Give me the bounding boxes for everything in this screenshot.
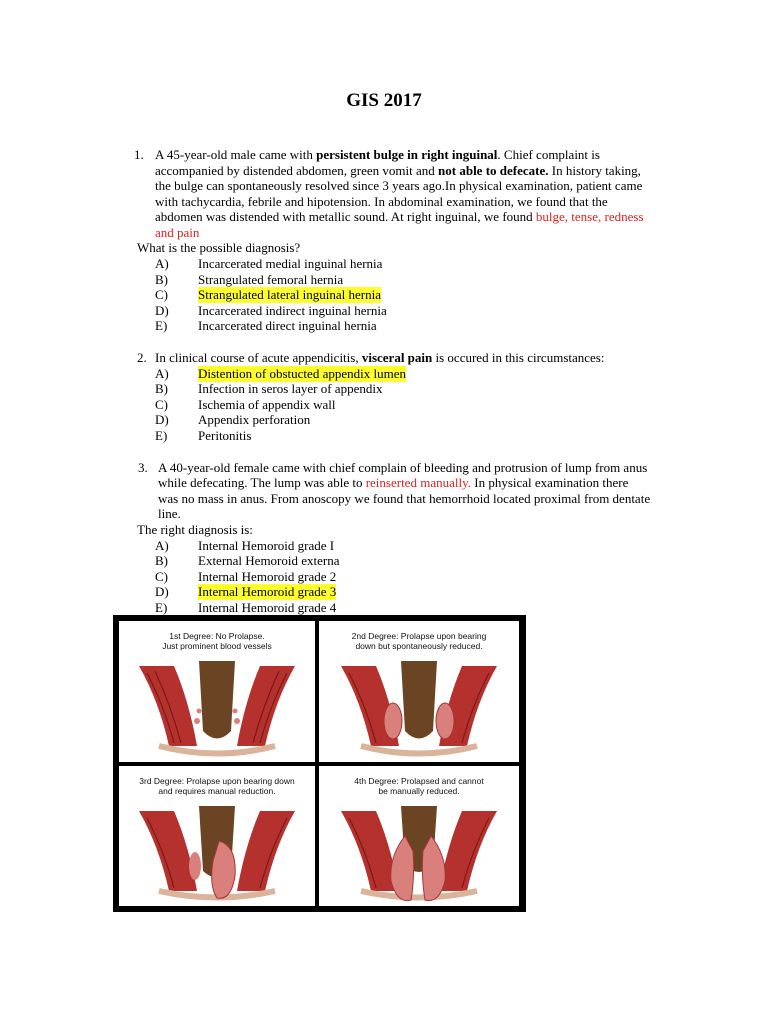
option-e-text: Internal Hemoroid grade 4 [198, 600, 337, 615]
panel-caption: 1st Degree: No Prolapse. Just prominent blood vessels [162, 631, 272, 651]
question-text-line: was no mass in anus. From anoscopy we found that hemorrhoid located proximal from dentate [158, 491, 651, 506]
option-d-text: Incarcerated indirect inguinal hernia [198, 303, 387, 318]
option-c-text: Ischemia of appendix wall [198, 397, 336, 412]
question-prompt: What is the possible diagnosis? [137, 240, 301, 255]
option-c[interactable]: C) [155, 569, 168, 584]
option-c-text: Internal Hemoroid grade 2 [198, 569, 337, 584]
question-text-line: A 40-year-old female came with chief complain of bleeding and protrusion of lump from anus [158, 460, 648, 475]
question-text-line: and pain [155, 225, 200, 240]
figure-panel-grade-4 [319, 766, 519, 906]
figure-panel-grade-1 [119, 621, 315, 762]
option-c-text-highlighted: Strangulated lateral inguinal hernia [198, 287, 382, 302]
option-b[interactable]: B) [155, 272, 168, 287]
option-e[interactable]: E) [155, 318, 168, 333]
option-e[interactable]: E) [155, 428, 168, 443]
option-a-text: Incarcerated medial inguinal hernia [198, 256, 383, 271]
anal-canal-illustration [119, 621, 315, 762]
question-text-line: while defecating. The lump was able to reinserted manually. In physical examination there [158, 475, 629, 490]
option-b-text: External Hemoroid externa [198, 553, 340, 568]
option-a[interactable]: A) [155, 256, 169, 271]
option-a[interactable]: A) [155, 366, 169, 381]
option-d[interactable]: D) [155, 584, 169, 599]
question-number: 2. [137, 350, 147, 365]
option-d-text: Appendix perforation [198, 412, 311, 427]
question-text-line: accompanied by distended abdomen, green vomit and not able to defecate. In history taking, [155, 163, 641, 178]
option-e-text: Peritonitis [198, 428, 252, 443]
option-c[interactable]: C) [155, 287, 168, 302]
question-text-line: In clinical course of acute appendicitis, visceral pain is occured in this circumstances: [155, 350, 605, 365]
anal-canal-illustration [319, 766, 519, 906]
anal-canal-illustration [319, 621, 519, 762]
option-a-text-highlighted: Distention of obstucted appendix lumen [198, 366, 406, 381]
option-b[interactable]: B) [155, 381, 168, 396]
option-e[interactable]: E) [155, 600, 168, 615]
question-text-line: the bulge can spontaneously resolved since 3 years ago.In physical examination, patient came [155, 178, 643, 193]
option-b[interactable]: B) [155, 553, 168, 568]
option-c[interactable]: C) [155, 397, 168, 412]
option-e-text: Incarcerated direct inguinal hernia [198, 318, 377, 333]
question-number: 1. [134, 147, 144, 162]
panel-caption: 4th Degree: Prolapsed and cannot be manually reduced. [354, 776, 484, 796]
figure-panel-grade-3 [119, 766, 315, 906]
option-d-text-highlighted: Internal Hemoroid grade 3 [198, 584, 337, 599]
panel-caption: 3rd Degree: Prolapse upon bearing down and requires manual reduction. [139, 776, 295, 796]
question-text-line: line. [158, 506, 181, 521]
question-number: 3. [138, 460, 148, 475]
anal-canal-illustration [119, 766, 315, 906]
question-prompt: The right diagnosis is: [137, 522, 253, 537]
option-b-text: Strangulated femoral hernia [198, 272, 344, 287]
panel-caption: 2nd Degree: Prolapse upon bearing down but spontaneously reduced. [351, 631, 487, 651]
option-d[interactable]: D) [155, 412, 169, 427]
option-d[interactable]: D) [155, 303, 169, 318]
question-text-line: with tachycardia, febrile and hipotension. In abdominal examination, we found that the [155, 194, 608, 209]
question-text-line: abdomen was distended with metallic sound. At right inguinal, we found bulge, tense, redness [155, 209, 644, 224]
hemorrhoid-grades-figure [113, 615, 526, 912]
figure-panel-grade-2 [319, 621, 519, 762]
page-title: GIS 2017 [346, 90, 422, 111]
option-a[interactable]: A) [155, 538, 169, 553]
option-b-text: Infection in seros layer of appendix [198, 381, 383, 396]
option-a-text: Internal Hemoroid grade I [198, 538, 335, 553]
question-text-line: A 45-year-old male came with persistent bulge in right inguinal. Chief complaint is [155, 147, 600, 162]
